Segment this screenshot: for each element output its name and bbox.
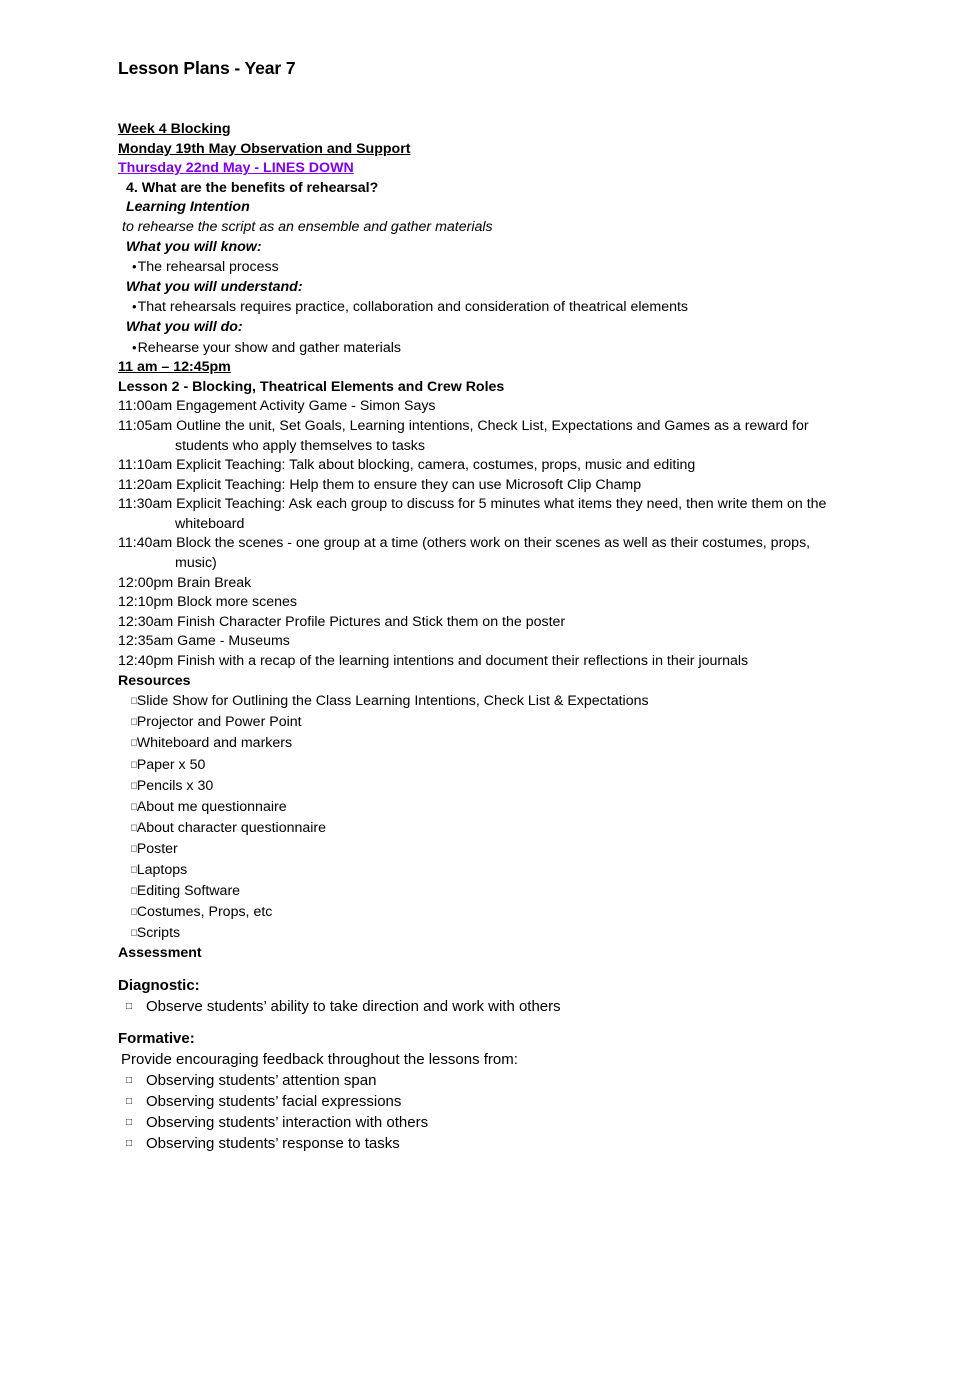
monday-heading: Monday 19th May Observation and Support: [118, 140, 411, 157]
list-item-label: The rehearsal process: [137, 259, 279, 276]
learning-intention-label: Learning Intention: [126, 199, 250, 216]
list-item-label: Scripts: [136, 925, 181, 942]
list-item-label: Observing students’ interaction with others: [146, 1114, 429, 1131]
square-bullet-icon: □: [131, 927, 137, 939]
list-item: [132, 297, 980, 318]
list-item: [131, 712, 980, 733]
list-item: [131, 839, 980, 860]
page-title: Lesson Plans - Year 7: [118, 58, 296, 78]
schedule-entry: 12:00pm Brain Break: [118, 574, 252, 591]
thursday-heading: Thursday 22nd May - LINES DOWN: [118, 160, 354, 177]
resources-heading: Resources: [118, 672, 191, 689]
lesson-title: Lesson 2 - Blocking, Theatrical Elements and Crew Roles: [118, 378, 505, 395]
list-item-label: Observing students’ facial expressions: [146, 1093, 402, 1110]
list-item-label: Slide Show for Outlining the Class Learning Intentions, Check List & Expectations: [136, 693, 649, 710]
lesson-question: 4. What are the benefits of rehearsal?: [126, 179, 379, 196]
list-item-label: Rehearse your show and gather materials: [137, 339, 401, 356]
list-item: [131, 860, 980, 881]
schedule-entry-continuation: music): [175, 555, 217, 572]
schedule-entry-continuation: whiteboard: [175, 515, 245, 532]
list-item: [131, 733, 980, 754]
list-item: [131, 923, 980, 944]
list-item: [131, 902, 980, 923]
square-bullet-icon: □: [131, 716, 137, 728]
square-bullet-icon: □: [131, 801, 137, 813]
lesson-plan-body: [0, 120, 980, 964]
schedule-entry-continuation: students who apply themselves to tasks: [175, 437, 425, 454]
schedule-entry: 11:05am Outline the unit, Set Goals, Learning intentions, Check List, Expectations and Games as a reward for: [118, 417, 809, 434]
list-item: [126, 1070, 980, 1091]
square-bullet-icon: □: [126, 1096, 133, 1107]
list-item: [126, 1112, 980, 1133]
list-item: [131, 818, 980, 839]
list-item-label: Observing students’ response to tasks: [146, 1135, 400, 1152]
list-item-label: Poster: [136, 840, 178, 857]
formative-intro: Provide encouraging feedback throughout the lessons from:: [121, 1051, 518, 1068]
lesson-time-range: 11 am – 12:45pm: [118, 359, 231, 376]
square-bullet-icon: □: [126, 1075, 133, 1086]
schedule-entry: 12:30am Finish Character Profile Pictures and Stick them on the poster: [118, 613, 566, 630]
formative-label: Formative:: [118, 1030, 195, 1047]
schedule-entry: 12:10pm Block more scenes: [118, 594, 298, 611]
list-item-label: Editing Software: [136, 883, 241, 900]
list-item: [132, 338, 980, 359]
schedule-entry: 12:35am Game - Museums: [118, 633, 290, 650]
square-bullet-icon: □: [126, 1117, 133, 1128]
list-item-label: Costumes, Props, etc: [136, 904, 273, 921]
resources-list: [0, 691, 980, 944]
square-bullet-icon: □: [131, 843, 137, 855]
bullet-icon: •: [132, 339, 137, 355]
square-bullet-icon: □: [131, 737, 137, 749]
list-item-label: Observe students’ ability to take direction and work with others: [146, 998, 561, 1015]
square-bullet-icon: □: [131, 885, 137, 897]
bullet-icon: •: [132, 259, 137, 275]
list-item: [131, 797, 980, 818]
square-bullet-icon: □: [126, 1001, 133, 1012]
list-item-label: Whiteboard and markers: [136, 735, 293, 752]
list-item: [131, 691, 980, 712]
square-bullet-icon: □: [126, 1138, 133, 1149]
schedule-entry: 11:00am Engagement Activity Game - Simon Says: [118, 398, 436, 415]
list-item: [131, 881, 980, 902]
square-bullet-icon: □: [131, 822, 137, 834]
schedule-entry: 11:10am Explicit Teaching: Talk about blocking, camera, costumes, props, music and editing: [118, 457, 696, 474]
bullet-icon: •: [132, 299, 137, 315]
list-item: [131, 776, 980, 797]
what-you-will-understand-label: What you will understand:: [126, 278, 303, 295]
section-spacer: [0, 1017, 980, 1028]
list-item-label: Paper x 50: [136, 756, 206, 773]
schedule-entry: 11:40am Block the scenes - one group at a time (others work on their scenes as well as their costumes, props,: [118, 535, 811, 552]
list-item-label: About me questionnaire: [136, 798, 287, 815]
diagnostic-label: Diagnostic:: [118, 977, 200, 994]
list-item-label: Pencils x 30: [136, 777, 214, 794]
lesson-schedule: [0, 397, 980, 671]
assessment-section: [0, 975, 980, 1154]
list-item: [126, 996, 980, 1017]
list-item: [126, 1091, 980, 1112]
what-you-will-do-label: What you will do:: [126, 318, 243, 335]
learning-intention-text: to rehearse the script as an ensemble and gather materials: [122, 218, 493, 235]
assessment-heading: Assessment: [118, 945, 202, 962]
list-item: [132, 257, 980, 278]
schedule-entry: 11:20am Explicit Teaching: Help them to ensure they can use Microsoft Clip Champ: [118, 476, 642, 493]
list-item-label: About character questionnaire: [136, 819, 327, 836]
list-item: [126, 1133, 980, 1154]
square-bullet-icon: □: [131, 864, 137, 876]
list-item-label: That rehearsals requires practice, collaboration and consideration of theatrical elements: [137, 299, 689, 316]
schedule-entry: 12:40pm Finish with a recap of the learning intentions and document their reflections in their journals: [118, 653, 749, 670]
square-bullet-icon: □: [131, 780, 137, 792]
week-heading: Week 4 Blocking: [118, 121, 231, 137]
list-item-label: Observing students’ attention span: [146, 1072, 377, 1089]
square-bullet-icon: □: [131, 906, 137, 918]
what-you-will-know-label: What you will know:: [126, 238, 262, 255]
list-item-label: Projector and Power Point: [136, 714, 302, 731]
schedule-entry: 11:30am Explicit Teaching: Ask each group to discuss for 5 minutes what items they need, then write them on the: [118, 496, 827, 513]
square-bullet-icon: □: [131, 759, 137, 770]
square-bullet-icon: □: [131, 695, 137, 707]
list-item: [131, 755, 980, 776]
list-item-label: Laptops: [136, 861, 188, 878]
